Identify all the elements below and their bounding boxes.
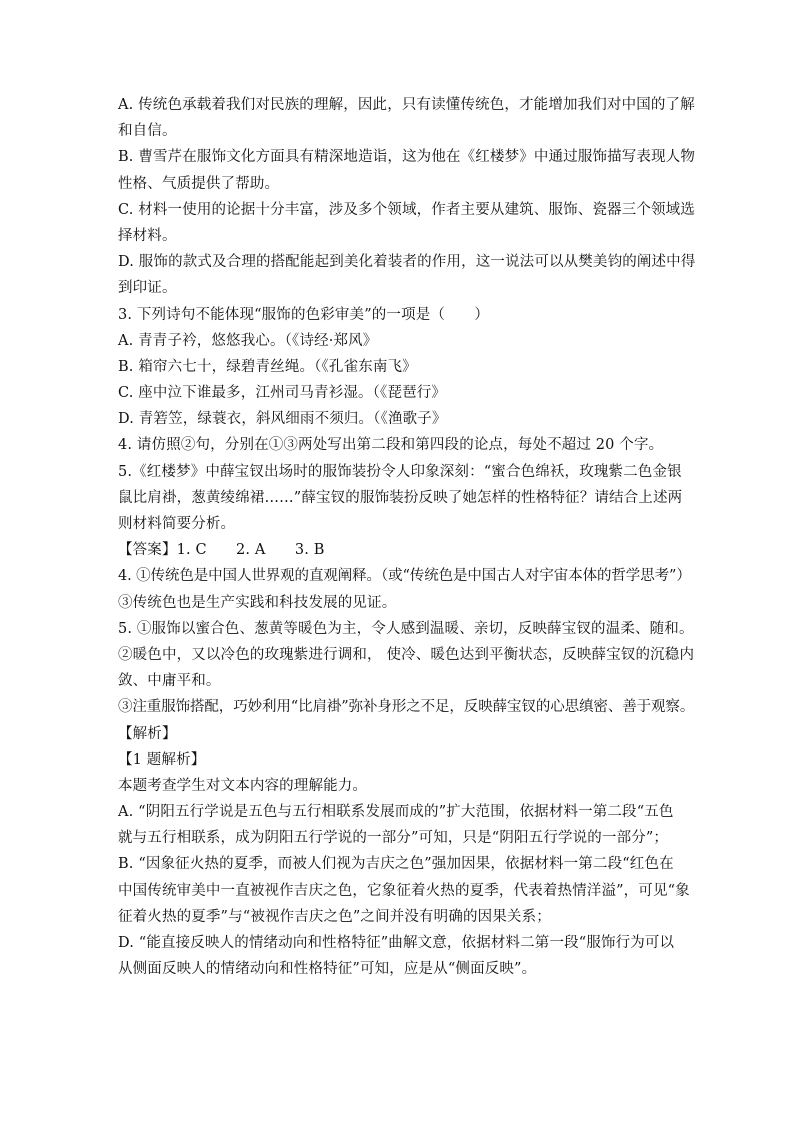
question-5-line-1: 5.《红楼梦》中薛宝钗出场时的服饰装扮令人印象深刻：“蜜合色绵袄，玫瑰紫二色金银 [118,463,682,480]
question-3-option-c: C. 座中泣下谁最多，江州司马青衫湿。（《琵琶行》 [118,385,447,402]
analysis-b-line-2: 中国传统审美中一直被视作吉庆之色，它象征着火热的夏季，代表着热情洋溢”，可见“象 [118,882,690,899]
option-a-line-1: A. 传统色承载着我们对民族的理解，因此，只有读懂传统色，才能增加我们对中国的了解 [118,97,695,113]
question-3-option-d: D. 青箬笠，绿蓑衣，斜风细雨不须归。（《渔歌子》 [118,411,447,428]
answer-5-line-2: ②暖色中，又以冷色的玫瑰紫进行调和， 使冷、暖色达到平衡状态，反映薛宝钗的沉稳内 [118,646,695,663]
option-d-line-1: D. 服饰的款式及合理的搭配能起到美化着装者的作用，这一说法可以从樊美钧的阐述中得 [118,254,696,271]
answer-4-line-1: 4. ①传统色是中国人世界观的直观阐释。（或“传统色是中国古人对宇宙本体的哲学思考”） [118,568,691,585]
option-a-line-2: 和自信。 [118,123,177,140]
option-b-line-1: B. 曹雪芹在服饰文化方面具有精深地造诣，这为他在《红楼梦》中通过服饰描写表现人物 [118,149,696,166]
question-3: 3. 下列诗句不能体现“服饰的色彩审美”的一项是（ ） [118,306,489,323]
analysis-d-line-1: D. “能直接反映人的情绪动向和性格特征”曲解文意，依据材料二第一段“服饰行为可以 [118,935,675,951]
answer-5-line-3: 敛、中庸平和。 [118,673,221,690]
analysis-b-line-3: 征着火热的夏季”与“被视作吉庆之色”之间并没有明确的因果关系； [118,908,551,925]
option-b-line-2: 性格、气质提供了帮助。 [118,175,280,192]
question-4: 4. 请仿照②句，分别在①③两处写出第二段和第四段的论点，每处不超过 20 个字。 [118,437,664,454]
question-3-option-a: A. 青青子衿，悠悠我心。（《诗经·郑风》 [118,332,378,349]
answer-4-line-2: ③传统色也是生产实践和科技发展的见证。 [118,594,397,611]
analysis-b-line-1: B. “因象征火热的夏季，而被人们视为吉庆之色”强加因果，依据材料一第二段“红色在 [118,856,674,873]
analysis-a-line-1: A. “阴阳五行学说是五色与五行相联系发展而成的”扩大范围，依据材料一第二段“五色 [118,804,674,821]
analysis-d-line-2: 从侧面反映人的情绪动向和性格特征”可知，应是从“侧面反映”。 [118,961,537,978]
option-d-line-2: 到印证。 [118,280,177,297]
answer-5-line-4: ③注重服饰搭配，巧妙利用“比肩褂”弥补身形之不足，反映薛宝钗的心思缜密、善于观察。 [118,699,695,716]
analysis-a-line-2: 就与五行相联系，成为阴阳五行学说的一部分”可知，只是“阴阳五行学说的一部分”； [118,830,669,847]
option-c-line-1: C. 材料一使用的论据十分丰富，涉及多个领域，作者主要从建筑、服饰、瓷器三个领域选 [118,201,695,218]
option-c-line-2: 择材料。 [118,227,177,244]
analysis-heading: 【解析】 [118,725,177,742]
document-body [118,92,696,982]
analysis-intro: 本题考查学生对文本内容的理解能力。 [118,777,368,794]
question-5-line-3: 则材料简要分析。 [118,516,236,532]
answer-5-line-1: 5. ①服饰以蜜合色、葱黄等暖色为主，令人感到温暖、亲切，反映薛宝钗的温柔、随和。 [118,620,694,637]
answer-key: 【答案】1. C 2. A 3. B [118,542,325,559]
question-5-line-2: 鼠比肩褂，葱黄绫绵裙……”薛宝钗的服饰装扮反映了她怎样的性格特征？请结合上述两 [118,489,683,506]
question-1-analysis-heading: 【1 题解析】 [118,751,206,768]
question-3-option-b: B. 箱帘六七十，绿碧青丝绳。（《孔雀东南飞》 [118,358,417,375]
